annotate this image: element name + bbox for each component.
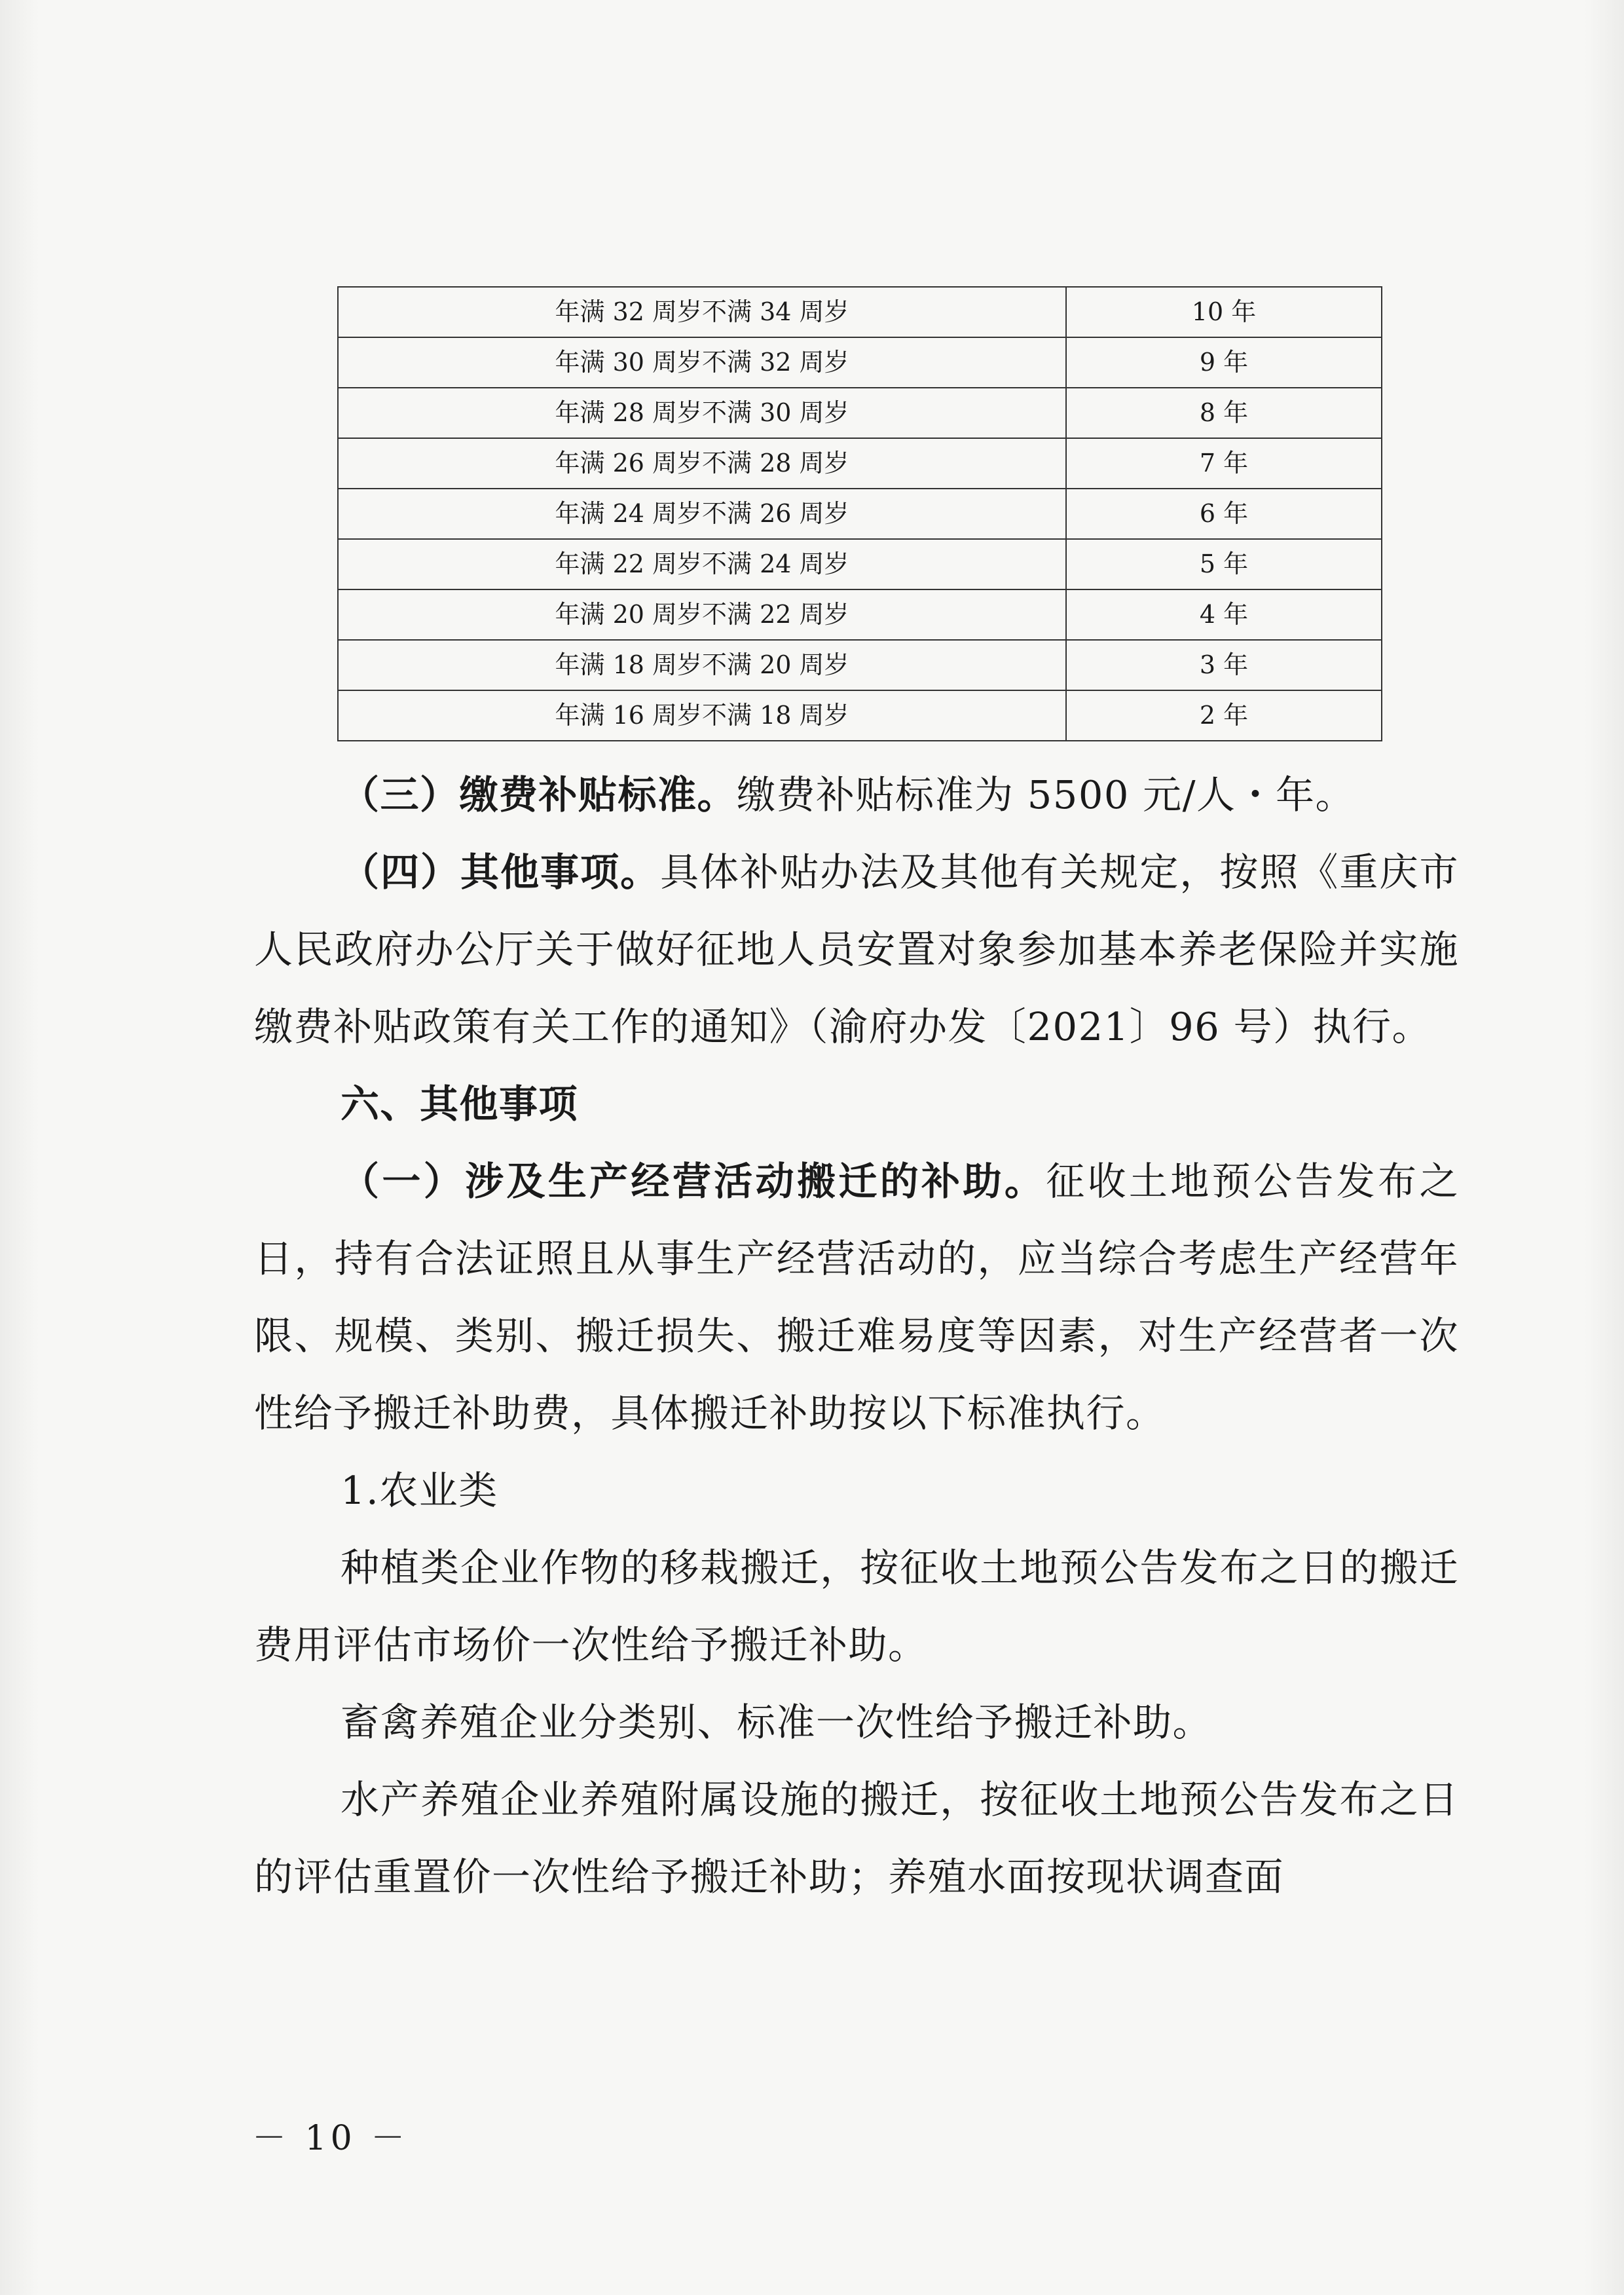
page-number: － 10 － [252, 2119, 409, 2158]
years-cell: 8 年 [1066, 388, 1382, 438]
paragraph-subsidy-standard [254, 756, 1459, 834]
table-row [338, 337, 1382, 388]
table-row [338, 640, 1382, 690]
years-cell: 2 年 [1066, 690, 1382, 741]
age-range-cell: 年满 18 周岁不满 20 周岁 [338, 640, 1066, 690]
table-row [338, 489, 1382, 539]
paragraph-aquaculture: 水产养殖企业养殖附属设施的搬迁，按征收土地预公告发布之日的评估重置价一次性给予搬迁补助；养殖水面按现状调查面 [254, 1777, 1459, 1899]
years-cell: 7 年 [1066, 438, 1382, 489]
age-years-table [337, 286, 1382, 741]
paragraph-relocation-subsidy [254, 1143, 1459, 1452]
section-title: 六、其他事项 [341, 1081, 579, 1127]
table-row [338, 690, 1382, 741]
years-cell: 10 年 [1066, 287, 1382, 337]
years-cell: 9 年 [1066, 337, 1382, 388]
age-range-cell: 年满 30 周岁不满 32 周岁 [338, 337, 1066, 388]
subsection-title: 1.农业类 [341, 1468, 498, 1513]
paragraph-planting: 种植类企业作物的移栽搬迁，按征收土地预公告发布之日的搬迁费用评估市场价一次性给予搬迁补助。 [254, 1545, 1459, 1668]
table-row [338, 287, 1382, 337]
age-range-cell: 年满 22 周岁不满 24 周岁 [338, 539, 1066, 589]
age-range-cell: 年满 16 周岁不满 18 周岁 [338, 690, 1066, 741]
years-cell: 5 年 [1066, 539, 1382, 589]
years-cell: 6 年 [1066, 489, 1382, 539]
age-range-cell: 年满 32 周岁不满 34 周岁 [338, 287, 1066, 337]
table-row [338, 589, 1382, 640]
body-text [254, 756, 1459, 1916]
paragraph-text: 具体补贴办法及其他有关规定，按照《重庆市人民政府办公厅关于做好征地人员安置对象参加基本养老保险并实施缴费补贴政策有关工作的通知》（渝府办发〔2021〕96 号）执行。 [254, 849, 1459, 1049]
age-range-cell: 年满 28 周岁不满 30 周岁 [338, 388, 1066, 438]
age-range-cell: 年满 24 周岁不满 26 周岁 [338, 489, 1066, 539]
paragraph-livestock: 畜禽养殖企业分类别、标准一次性给予搬迁补助。 [341, 1700, 1213, 1745]
age-range-cell: 年满 20 周岁不满 22 周岁 [338, 589, 1066, 640]
age-range-cell: 年满 26 周岁不满 28 周岁 [338, 438, 1066, 489]
table-row [338, 388, 1382, 438]
paragraph-text: 缴费补贴标准为 5500 元/人・年。 [737, 772, 1356, 817]
age-table-container [337, 286, 1382, 741]
table-row [338, 539, 1382, 589]
years-cell: 3 年 [1066, 640, 1382, 690]
table-body [338, 287, 1382, 741]
paragraph-other-matters [254, 834, 1459, 1066]
table-row [338, 438, 1382, 489]
paragraph-text: 征收土地预公告发布之日，持有合法证照且从事生产经营活动的，应当综合考虑生产经营年限、规模、类别、搬迁损失、搬迁难易度等因素，对生产经营者一次性给予搬迁补助费，具体搬迁补助按以下标准执行。 [254, 1159, 1459, 1436]
paragraph-heading: （一）涉及生产经营活动搬迁的补助。 [341, 1159, 1046, 1204]
paragraph-heading: （四）其他事项。 [341, 849, 661, 895]
years-cell: 4 年 [1066, 589, 1382, 640]
paragraph-heading: （三）缴费补贴标准。 [341, 772, 737, 817]
